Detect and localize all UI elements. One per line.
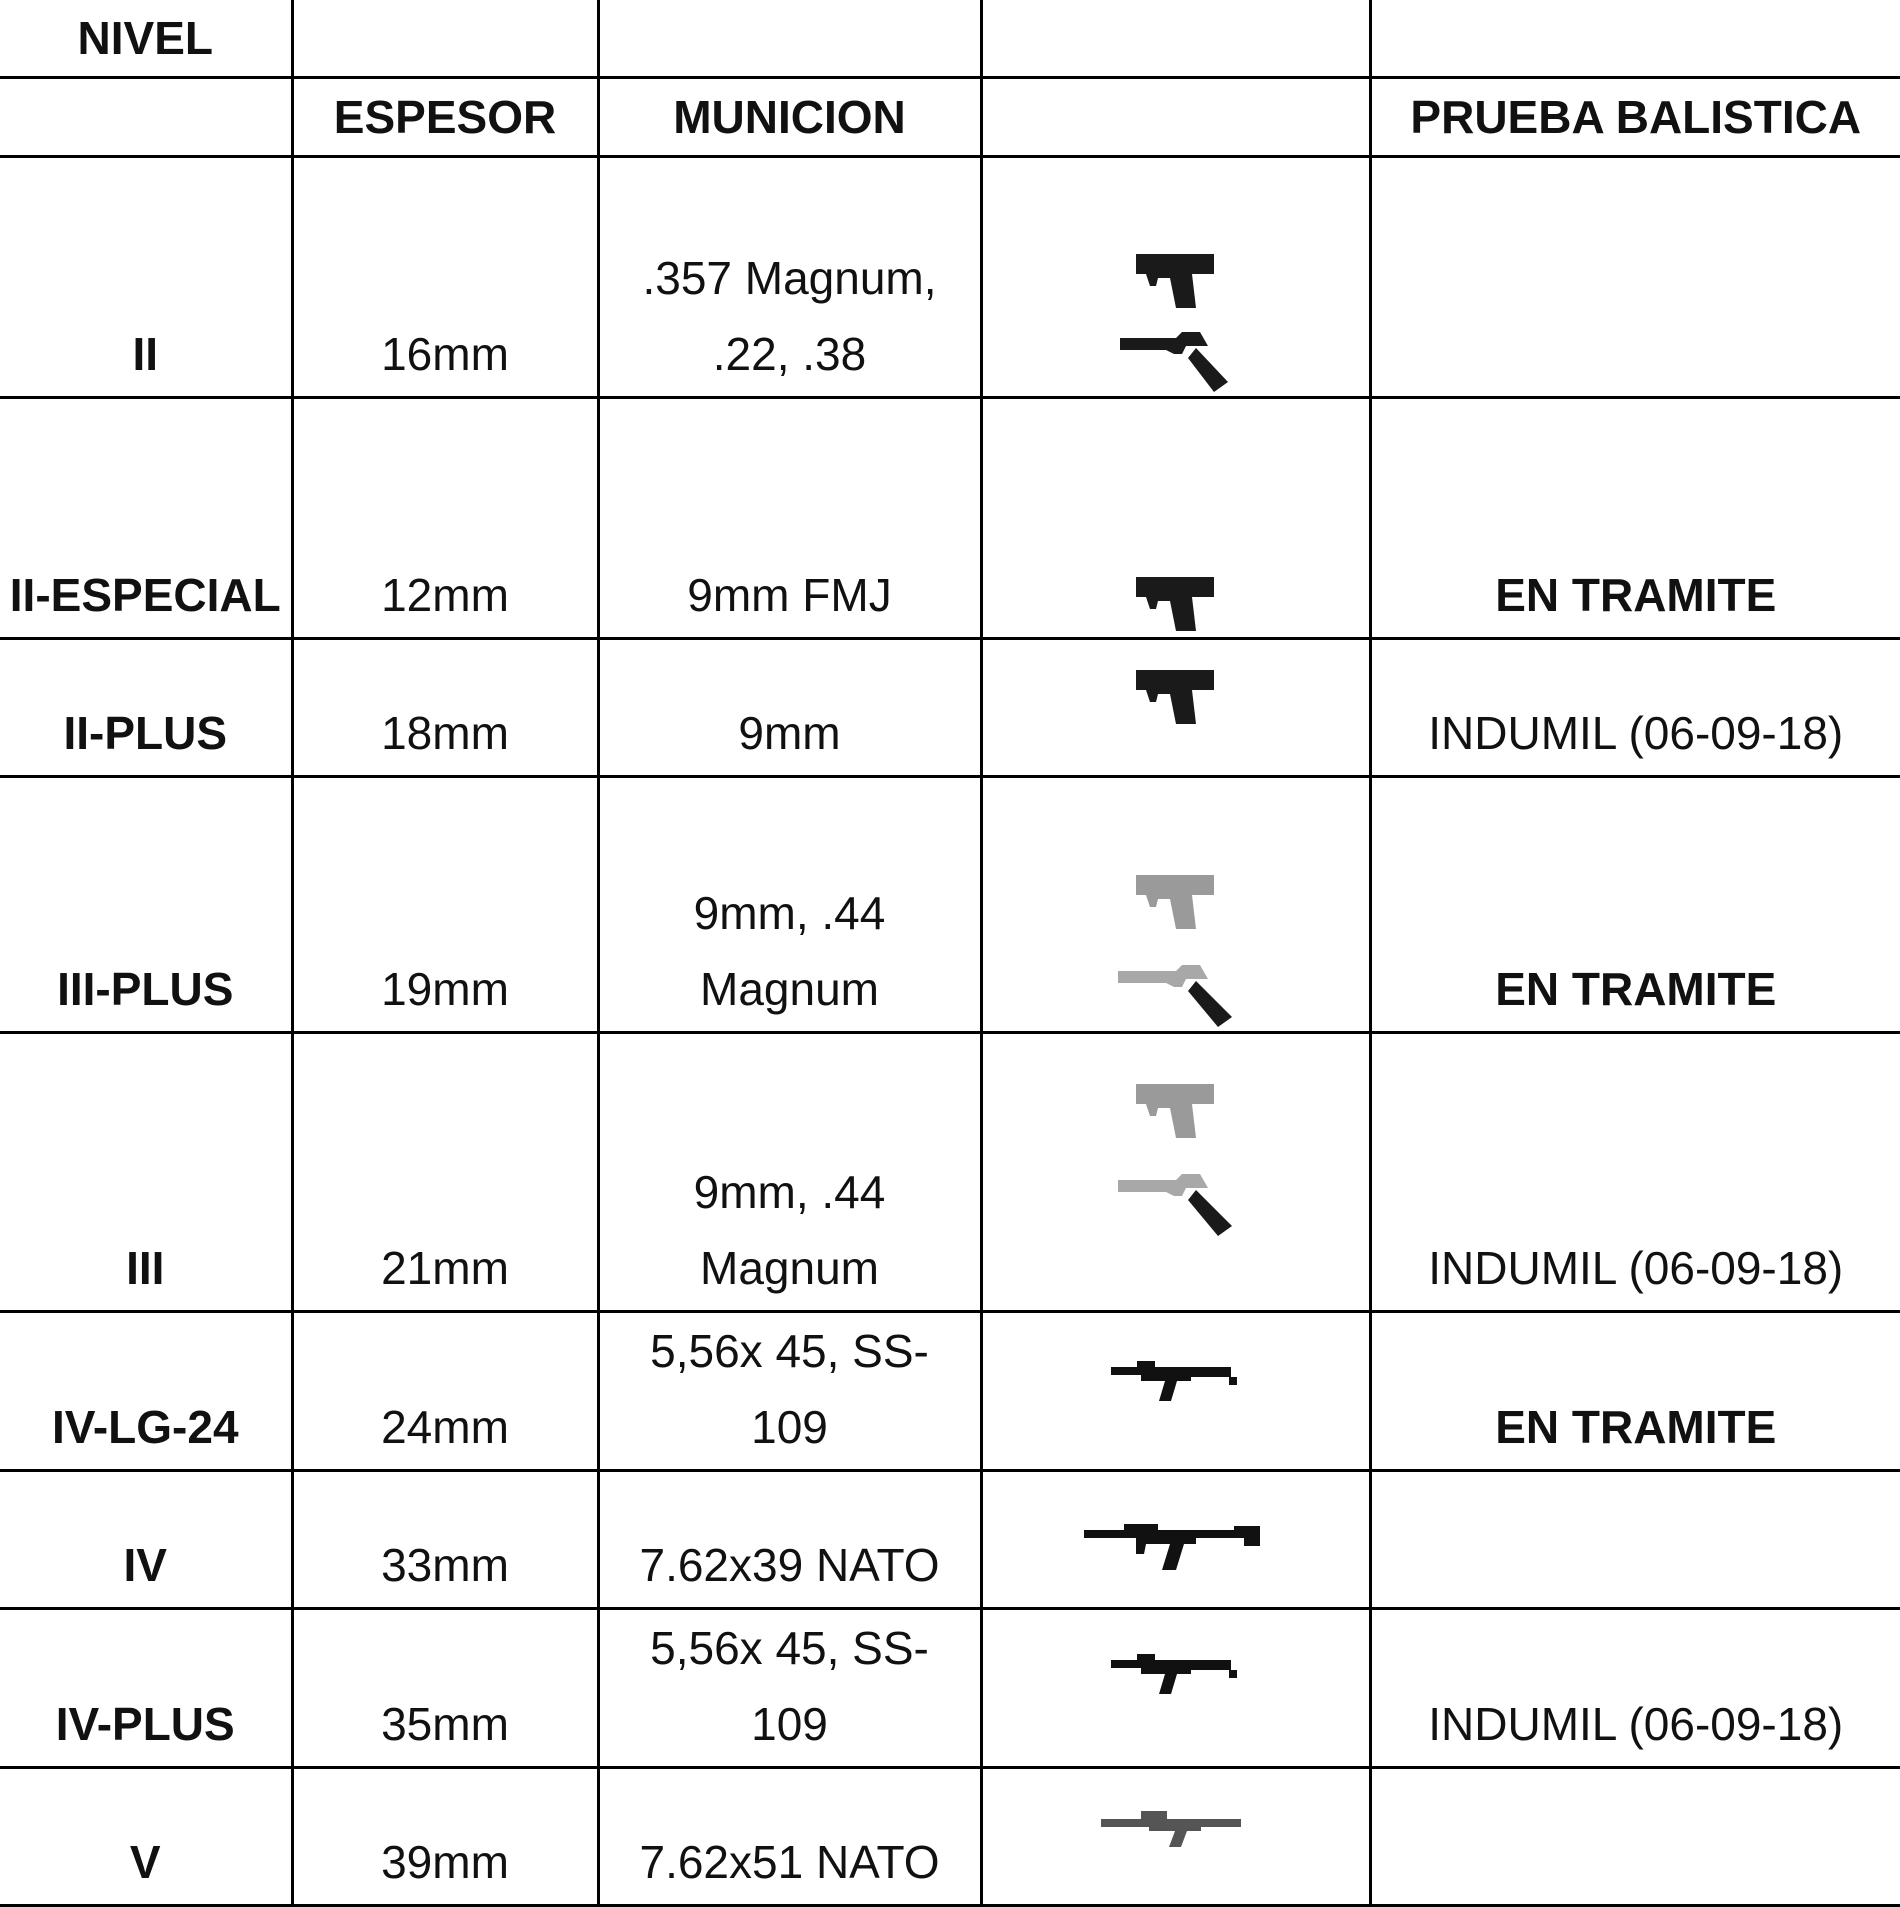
nivel-cell[interactable]: V — [0, 1768, 292, 1906]
long-rifle-icon — [1084, 1516, 1268, 1572]
weapon-image-cell[interactable] — [981, 157, 1370, 398]
municion-cell[interactable]: 9mm — [598, 639, 981, 777]
table-row — [0, 1033, 1900, 1312]
nivel-cell[interactable]: IV-LG-24 — [0, 1312, 292, 1471]
weapon-image-cell[interactable] — [981, 1471, 1370, 1609]
nivel-cell[interactable]: II — [0, 157, 292, 398]
municion-cell[interactable]: 9mm, .44 Magnum — [598, 777, 981, 1033]
prueba-cell[interactable] — [1370, 157, 1900, 398]
weapon-image-cell[interactable] — [981, 1312, 1370, 1471]
espesor-cell[interactable]: 21mm — [292, 1033, 598, 1312]
espesor-cell[interactable]: 12mm — [292, 398, 598, 639]
rifle-icon — [1111, 1357, 1241, 1403]
table-row — [0, 157, 1900, 398]
nivel-cell[interactable]: II-ESPECIAL — [0, 398, 292, 639]
espesor-header[interactable]: ESPESOR — [292, 78, 598, 157]
nivel-cell[interactable]: IV-PLUS — [0, 1609, 292, 1768]
image-header[interactable] — [981, 78, 1370, 157]
weapon-image-cell[interactable] — [981, 398, 1370, 639]
dark-pistol-icon — [1126, 244, 1226, 314]
municion-cell[interactable]: 7.62x51 NATO — [598, 1768, 981, 1906]
prueba-cell[interactable]: INDUMIL (06-09-18) — [1370, 1609, 1900, 1768]
silver-revolver-icon — [1114, 1168, 1238, 1240]
weapon-image-cell[interactable] — [981, 777, 1370, 1033]
prueba-cell[interactable] — [1370, 1768, 1900, 1906]
nivel-cell[interactable]: IV — [0, 1471, 292, 1609]
prueba-cell[interactable]: EN TRAMITE — [1370, 777, 1900, 1033]
blank-cell[interactable] — [1370, 0, 1900, 78]
table-row — [0, 1471, 1900, 1609]
municion-cell[interactable]: 5,56x 45, SS- 109 — [598, 1609, 981, 1768]
espesor-cell[interactable]: 39mm — [292, 1768, 598, 1906]
prueba-balistica-header[interactable]: PRUEBA BALISTICA — [1370, 78, 1900, 157]
silver-pistol-icon — [1126, 865, 1226, 935]
espesor-cell[interactable]: 18mm — [292, 639, 598, 777]
municion-cell[interactable]: 5,56x 45, SS- 109 — [598, 1312, 981, 1471]
nivel-cell[interactable]: III — [0, 1033, 292, 1312]
espesor-cell[interactable]: 33mm — [292, 1471, 598, 1609]
prueba-cell[interactable]: INDUMIL (06-09-18) — [1370, 1033, 1900, 1312]
table-row — [0, 1312, 1900, 1471]
weapon-image-cell[interactable] — [981, 1033, 1370, 1312]
blank-cell[interactable] — [598, 0, 981, 78]
table-row — [0, 398, 1900, 639]
table-row — [0, 1768, 1900, 1906]
silver-revolver-icon — [1114, 959, 1238, 1031]
prueba-cell[interactable]: EN TRAMITE — [1370, 1312, 1900, 1471]
header-cell-empty[interactable] — [0, 78, 292, 157]
espesor-cell[interactable]: 16mm — [292, 157, 598, 398]
grey-rifle-icon — [1101, 1805, 1251, 1851]
nivel-cell[interactable]: II-PLUS — [0, 639, 292, 777]
blank-cell[interactable] — [292, 0, 598, 78]
municion-header[interactable]: MUNICION — [598, 78, 981, 157]
weapon-image-cell[interactable] — [981, 1768, 1370, 1906]
blank-cell[interactable] — [981, 0, 1370, 78]
weapon-image-cell[interactable] — [981, 1609, 1370, 1768]
espesor-cell[interactable]: 35mm — [292, 1609, 598, 1768]
municion-cell[interactable]: 9mm, .44 Magnum — [598, 1033, 981, 1312]
municion-cell[interactable]: 9mm FMJ — [598, 398, 981, 639]
municion-cell[interactable]: .357 Magnum, .22, .38 — [598, 157, 981, 398]
nivel-header[interactable]: NIVEL — [0, 0, 292, 78]
dark-pistol-icon — [1126, 660, 1226, 730]
silver-pistol-icon — [1126, 1074, 1226, 1144]
dark-revolver-icon — [1116, 324, 1236, 396]
espesor-cell[interactable]: 19mm — [292, 777, 598, 1033]
espesor-cell[interactable]: 24mm — [292, 1312, 598, 1471]
table-row — [0, 777, 1900, 1033]
municion-cell[interactable]: 7.62x39 NATO — [598, 1471, 981, 1609]
column-header-row — [0, 78, 1900, 157]
prueba-cell[interactable] — [1370, 1471, 1900, 1609]
table-row — [0, 1609, 1900, 1768]
dark-pistol-icon — [1126, 567, 1226, 637]
weapon-image-cell[interactable] — [981, 639, 1370, 777]
prueba-cell[interactable]: INDUMIL (06-09-18) — [1370, 639, 1900, 777]
nivel-cell[interactable]: III-PLUS — [0, 777, 292, 1033]
nivel-title-row — [0, 0, 1900, 78]
rifle-icon — [1111, 1650, 1241, 1696]
table-row — [0, 639, 1900, 777]
prueba-cell[interactable]: EN TRAMITE — [1370, 398, 1900, 639]
